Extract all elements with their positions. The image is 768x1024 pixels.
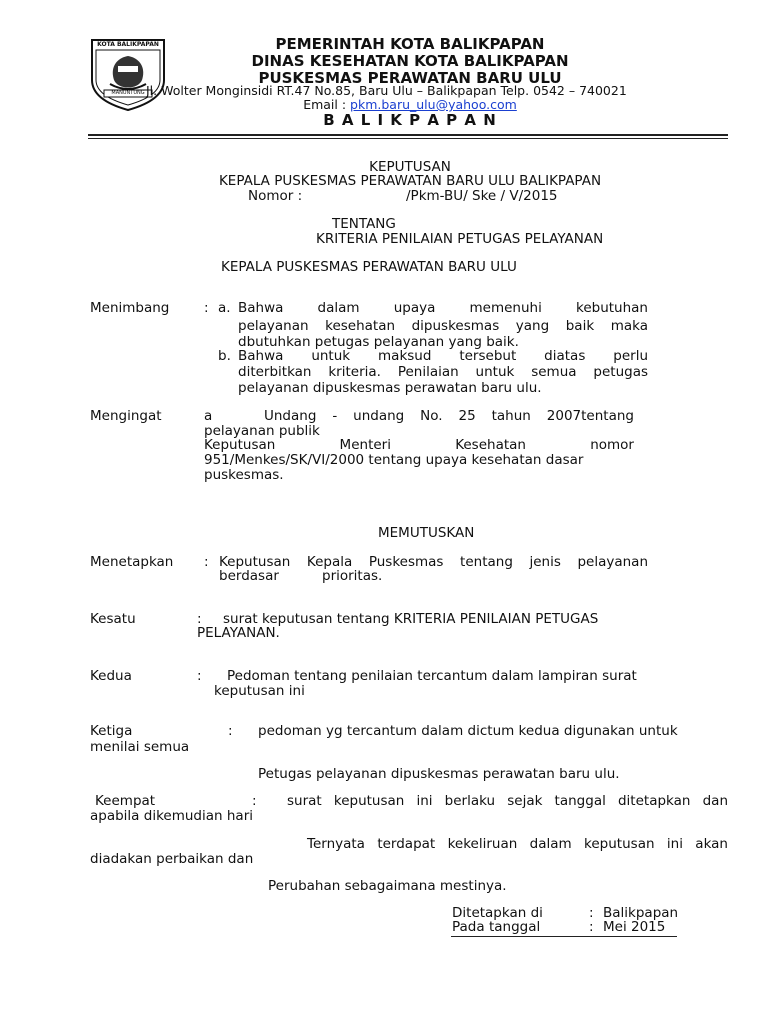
ketiga-line3: Petugas pelayanan dipuskesmas perawatan baru ulu. xyxy=(258,766,620,782)
ketiga-colon: : xyxy=(228,723,233,739)
letterhead-rule-thin xyxy=(88,138,728,139)
letterhead-line2: DINAS KESEHATAN KOTA BALIKPAPAN xyxy=(251,52,569,70)
letterhead-address: Jl. Wolter Monginsidi RT.47 No.85, Baru Ulu – Balikpapan Telp. 0542 – 740021 xyxy=(146,83,627,98)
kesatu-line2: PELAYANAN. xyxy=(197,625,280,641)
menimbang-b-line3: pelayanan dipuskesmas perawatan baru ulu. xyxy=(238,380,542,396)
memutuskan-heading: MEMUTUSKAN xyxy=(378,525,475,541)
ketiga-label: Ketiga xyxy=(90,723,133,739)
menetapkan-line2b: prioritas. xyxy=(322,568,383,584)
kesatu-line1: surat keputusan tentang KRITERIA PENILAIAN PETUGAS xyxy=(223,611,599,627)
menimbang-a-line1: Bahwa dalam upaya memenuhi kebutuhan xyxy=(238,300,648,316)
city-logo xyxy=(88,36,168,112)
letterhead-city: B A L I K P A P A N xyxy=(323,111,497,129)
email-link[interactable]: pkm.baru_ulu@yahoo.com xyxy=(350,97,517,112)
decree-number-label: Nomor : xyxy=(248,188,303,204)
kedua-label: Kedua xyxy=(90,668,132,684)
letterhead-line1: PEMERINTAH KOTA BALIKPAPAN xyxy=(275,35,545,53)
mengingat-line4: 951/Menkes/SK/VI/2000 tentang upaya kesehatan dasar xyxy=(204,452,584,468)
menimbang-colon: : xyxy=(204,300,209,316)
mengingat-line2: pelayanan publik xyxy=(204,423,320,439)
ketiga-line1: pedoman yg tercantum dalam dictum kedua digunakan untuk xyxy=(258,723,678,739)
decree-subject: KRITERIA PENILAIAN PETUGAS PELAYANAN xyxy=(316,231,604,247)
menetapkan-line2a: berdasar xyxy=(219,568,279,584)
tanggal-colon: : xyxy=(589,919,594,935)
mengingat-label: Mengingat xyxy=(90,408,162,424)
kedua-colon: : xyxy=(197,668,202,684)
menimbang-b-line1: Bahwa untuk maksud tersebut diatas perlu xyxy=(238,348,648,364)
ketiga-line2: menilai semua xyxy=(90,739,190,755)
decree-tentang: TENTANG xyxy=(332,216,396,232)
keempat-line4: diadakan perbaikan dan xyxy=(90,851,254,867)
menetapkan-line1: Keputusan Kepala Puskesmas tentang jenis pelayanan xyxy=(219,554,648,570)
logo-text-top: KOTA BALIKPAPAN xyxy=(97,41,159,48)
letterhead-rule-thick xyxy=(88,134,728,136)
mengingat-line5: puskesmas. xyxy=(204,467,284,483)
kesatu-colon: : xyxy=(197,611,202,627)
menimbang-a-line3: dbutuhkan petugas pelayanan yang baik. xyxy=(238,334,519,350)
signature-rule xyxy=(451,936,677,937)
menimbang-b-line2: diterbitkan kriteria. Penilaian untuk semua petugas xyxy=(238,364,648,380)
mengingat-line1: Undang - undang No. 25 tahun 2007tentang xyxy=(264,408,634,424)
keempat-line1: surat keputusan ini berlaku sejak tanggal ditetapkan dan xyxy=(287,793,728,809)
ditetapkan-colon: : xyxy=(589,905,594,921)
ditetapkan-label: Ditetapkan di xyxy=(452,905,543,921)
keempat-line5: Perubahan sebagaimana mestinya. xyxy=(268,878,507,894)
keempat-label: Keempat xyxy=(95,793,156,809)
decree-title: KEPUTUSAN xyxy=(369,159,451,175)
kedua-line2: keputusan ini xyxy=(214,683,305,699)
mengingat-marker: a xyxy=(204,408,213,424)
menimbang-a-line2: pelayanan kesehatan dipuskesmas yang baik maka xyxy=(238,318,648,334)
menetapkan-colon: : xyxy=(204,554,209,570)
decree-authority: KEPALA PUSKESMAS PERAWATAN BARU ULU xyxy=(221,259,517,275)
letterhead-line3: PUSKESMAS PERAWATAN BARU ULU xyxy=(258,69,562,87)
menimbang-a-marker: a. xyxy=(218,300,231,316)
keempat-line3: Ternyata terdapat kekeliruan dalam keputusan ini akan xyxy=(307,836,728,852)
menimbang-label: Menimbang xyxy=(90,300,170,316)
email-label: Email : xyxy=(303,97,351,112)
menimbang-b-marker: b. xyxy=(218,348,231,364)
tanggal-value: Mei 2015 xyxy=(603,919,666,935)
kedua-line1: Pedoman tentang penilaian tercantum dalam lampiran surat xyxy=(227,668,637,684)
ditetapkan-value: Balikpapan xyxy=(603,905,679,921)
logo-text-bottom: MANUNTUNG xyxy=(111,90,145,96)
kesatu-label: Kesatu xyxy=(90,611,136,627)
tanggal-label: Pada tanggal xyxy=(452,919,541,935)
mengingat-line3: Keputusan Menteri Kesehatan nomor xyxy=(204,437,634,453)
keempat-colon: : xyxy=(252,793,257,809)
decree-number-value: /Pkm-BU/ Ske / V/2015 xyxy=(406,188,558,204)
decree-issuer: KEPALA PUSKESMAS PERAWATAN BARU ULU BALIKPAPAN xyxy=(218,173,602,189)
menetapkan-label: Menetapkan xyxy=(90,554,174,570)
keempat-line2: apabila dikemudian hari xyxy=(90,808,253,824)
